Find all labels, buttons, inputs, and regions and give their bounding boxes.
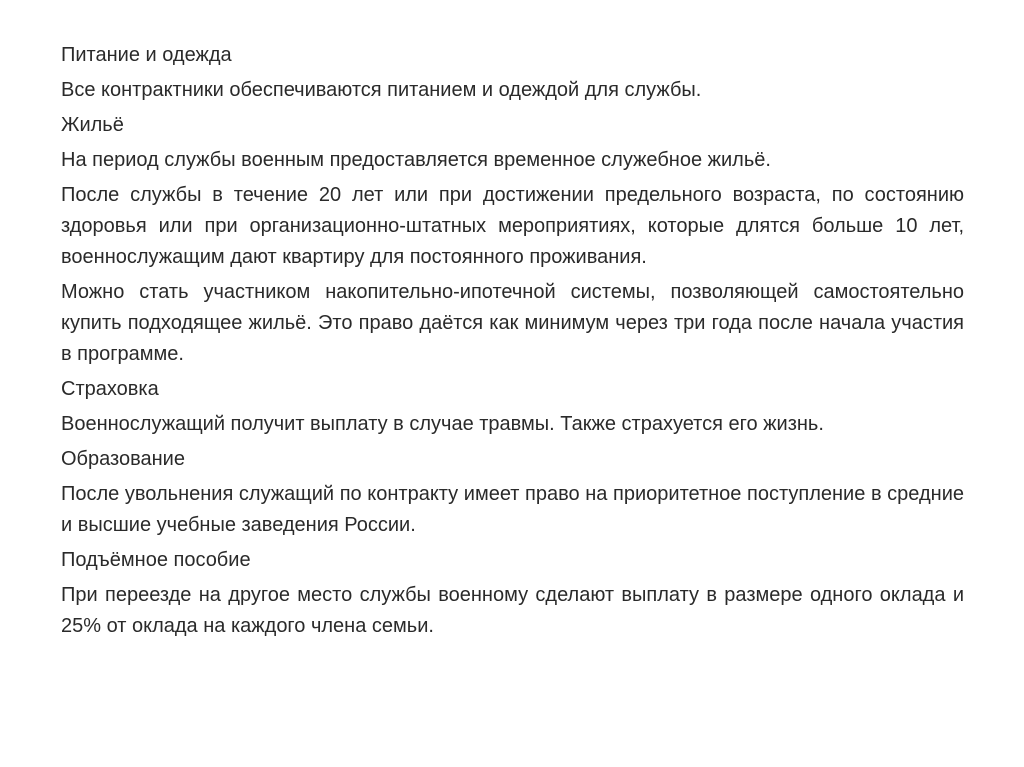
paragraph-mortgage-system: Можно стать участником накопительно-ипотечной системы, позволяющей самостоятельно купить подходящее жильё. Это право даётся как минимум через три года после начала участия в программе. (61, 281, 964, 365)
heading-relocation-allowance: Подъёмное пособие (61, 549, 251, 571)
paragraph-temporary-housing: На период службы военным предоставляется временное служебное жильё. (61, 149, 771, 171)
heading-education: Образование (61, 448, 185, 470)
paragraph-permanent-housing: После службы в течение 20 лет или при достижении предельного возраста, по состоянию здоровья или при организационно-штатных мероприятиях, которые длятся больше 10 лет, военнослужащим дают квартиру для постоянного проживания. (61, 184, 964, 268)
heading-food-clothing: Питание и одежда (61, 44, 232, 66)
paragraph-food-clothing: Все контрактники обеспечиваются питанием и одеждой для службы. (61, 79, 702, 101)
paragraph-insurance: Военнослужащий получит выплату в случае травмы. Также страхуется его жизнь. (61, 413, 824, 435)
heading-insurance: Страховка (61, 378, 159, 400)
paragraph-relocation-allowance: При переезде на другое место службы военному сделают выплату в размере одного оклада и 25% от оклада на каждого члена семьи. (61, 584, 964, 637)
paragraph-education: После увольнения служащий по контракту имеет право на приоритетное поступление в средние и высшие учебные заведения России. (61, 483, 964, 536)
heading-housing: Жильё (61, 114, 124, 136)
